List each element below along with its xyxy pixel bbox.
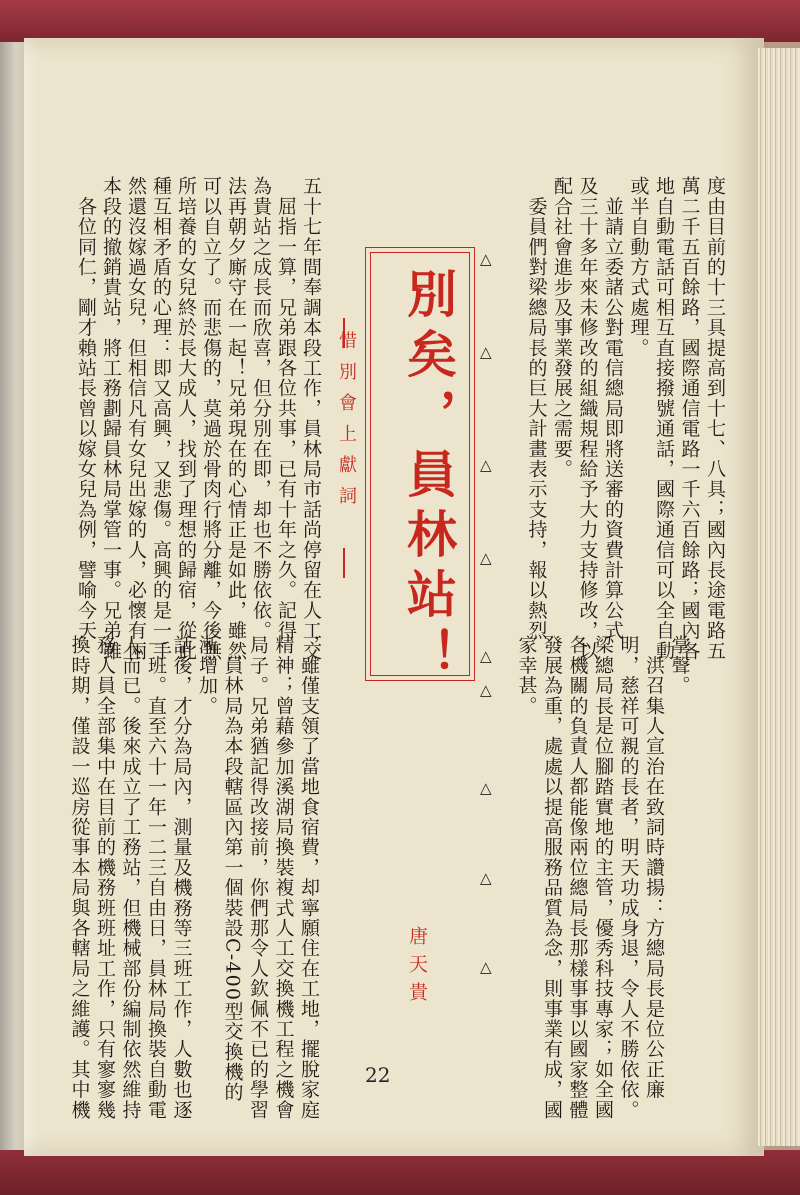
- triangle-separator: △: [480, 647, 492, 665]
- triangle-separator: △: [480, 681, 492, 699]
- page-edges: [758, 48, 800, 1146]
- book-spine: [0, 0, 26, 1195]
- triangle-separator: △: [480, 779, 492, 797]
- right-upper-paragraph: 度由目前的十三具提高到十七、八具；國內長途電路五 萬二千五百餘路，國際通信電路一千六百餘路；國內各 地自動電話可相互直接撥號通話，國際通信可以全自動 或半自動方式處理。 並請立委諸公對電信總局即將送審的資費計算公式 及三十多年來未修改的組織規程給予大力支持修改，以 配合社會進步及事業發展之需要。 委員們對梁總局長的巨大計畫表示支持，報以熱烈: [525, 176, 726, 661]
- left-upper-paragraph: 五十七年間奉調本段工作，員林局市話尚停留在人工交 屈指一算，兄弟跟各位共事，已有十年之久。記得 為貴站之成長而欣喜，但分別在即，却也不勝依依。 法再朝夕廝守在一起！兄弟現在的心情正是如此，雖然 可以自立了。而悲傷的，莫過於骨肉行將分離，今後無 所培養的女兒終於長大成人，找到了理想的歸宿，從此 種互相矛盾的心理：即又高興，又悲傷。高興的是一手 然還沒嫁過女兒，但相信凡有女兒出嫁的人，必懷有兩 本段的撤銷貴站，將工務劃歸員林局掌管一事。兄弟雖 各位同仁，剛才賴站長曾以嫁女兒為例，譬喻今天: [75, 176, 322, 661]
- triangle-separator: △: [480, 250, 492, 268]
- page-number: 22: [365, 1063, 391, 1087]
- triangle-separator: △: [480, 869, 492, 887]
- triangle-separator: △: [480, 958, 492, 976]
- book-cover-bottom: [0, 1150, 800, 1195]
- triangle-separator: △: [480, 343, 492, 361]
- subtitle-rule-bottom: [343, 548, 345, 578]
- right-lower-paragraph: 掌聲。 洪召集人宣治在致詞時讚揚：方總局長是位公正廉 明，慈祥可親的長者，明天功成身退，令人不勝依依。 梁總局長是位腳踏實地的主管，優秀科技專家；如全國 各機關的負責人都能像兩位總局長那樣事事以國家整體 發展為重，處處以提高服務品質為念，則事業有成，國 家幸甚。: [515, 635, 691, 1120]
- book-cover-top: [0, 0, 800, 42]
- article-author: 唐天貴: [406, 926, 428, 1010]
- article-title: 別矣，員林站！: [399, 268, 458, 688]
- article-subtitle: 惜別會上獻詞: [336, 331, 357, 517]
- triangle-separator: △: [480, 456, 492, 474]
- left-lower-paragraph: ，雖僅支領了當地食宿費，却寧願住在工地，擺脫家庭 精神；曾藉參加溪湖局換裝複式人工交換機工程之機會 局子。兄弟猶記得改接前，你們那令人欽佩不已的學習 員林局為本段轄區內第一個裝設C-400型交換機的 漸增加。 話後，才分為局內，測量及機務等三班工作，人數也逐 一班。直至六十一年一二三自由日，員林局換裝自動電 人而已。後來成立了工務站，但機械部份編制依然維持 務人員全部集中在目前的機務班班址工作，只有寥寥幾 換時期，僅設一巡房從事本局與各轄局之維護。其中機: [68, 635, 320, 1120]
- triangle-separator: △: [480, 549, 492, 567]
- separator-column: [480, 250, 500, 990]
